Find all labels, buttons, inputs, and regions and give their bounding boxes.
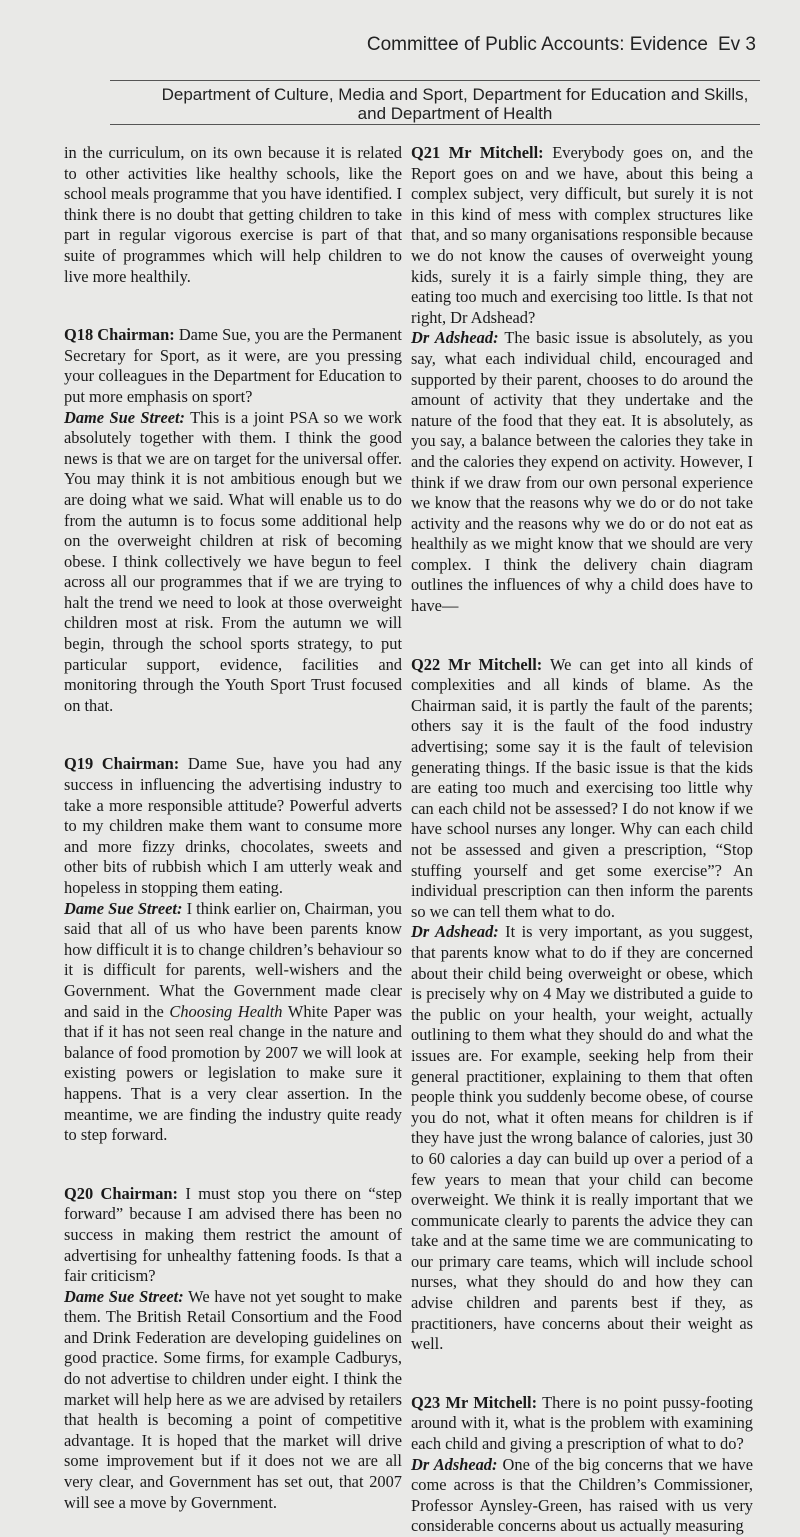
answer-paragraph — [64, 408, 402, 717]
running-title: Committee of Public Accounts: Evidence — [366, 34, 708, 55]
paragraph-text: The basic issue is absolutely, as you say, what each individual child, encouraged and supported by their parent, chooses to do around the amount of activity that they undertake and the nature of the food that they eat. It is absolutely, as you say, a balance between the calories they take in and the calories they expend on activity. However, I think if we draw from our own personal experience we know that the reasons why we do or do not take activity and the reasons why we do or do not eat as healthily as we might know that we should are very complex. I think the delivery chain diagram outlines the influences of why a child does have to have— — [411, 328, 753, 616]
speaker-label: Dame Sue Street: — [64, 407, 186, 427]
paragraph-text: I must stop you there on “step forward” because I am advised there has been no success in making them restrict the amount of advertising for unhealthy fattening foods. Is that a fair criticism? — [64, 1183, 402, 1286]
question-paragraph — [64, 1184, 402, 1287]
speaker-label: Q22 Mr Mitchell: — [411, 654, 543, 674]
speaker-label: Q19 Chairman: — [64, 754, 180, 774]
paragraph-text: One of the big concerns that we have come across is that the Children’s Commissioner, Professor Aynsley-Green, has raised with us very considerable concerns about us actually measuring — [411, 1454, 753, 1536]
paragraph-text: White Paper was that if it has not seen real change in the nature and balance of food promotion by 2007 we will look at existing powers or legislation to make sure it happens. That is a very clear assertion. In the meantime, we are finding the industry quite ready to step forward. — [64, 1001, 402, 1145]
speaker-label: Dr Adshead: — [411, 922, 499, 942]
paragraph-text: We have not yet sought to make them. The British Retail Consortium and the Food and Drink Federation are developing guidelines on good practice. Some firms, for example Cadburys, do not advertise to children under eight. I think the market will help here as we are advised by retailers that health is becoming a point of competitive advantage. It is hoped that the market will drive some improvement but if it does not we are all very clear, and Government has set out, that 2007 will see a move by Government. — [64, 1286, 402, 1512]
speaker-label: Q21 Mr Mitchell: — [411, 143, 544, 162]
speaker-label: Q23 Mr Mitchell: — [411, 1392, 538, 1412]
paragraph-text: We can get into all kinds of complexities and all kinds of blame. As the Chairman said, it is partly the fault of the parents; others say it is the fault of the food industry advertising; some say it is the fault of television generating things. If the basic issue is that the kids are eating too much and exercising too little why can each child not be assessed? I do not know if we have school nurses any longer. Why can each child not be assessed and given a prescription, “Stop stuffing yourself and get some exercise”? An individual prescription can then inform the parents so we can tell them what to do. — [411, 654, 754, 921]
paragraph-text: Everybody goes on, and the Report goes on and we have, about this being a complex subject, very difficult, but surely it is not in this kind of mess with complex structures like that, and so many organisations responsible because we do not know the causes of overweight young kids, surely it is a fairly simple thing, they are eating too much and exercising too little. Is that not right, Dr Adshead? — [411, 143, 754, 327]
paragraph-text: It is very important, as you suggest, that parents know what to do if they are concerned about their child being overweight or obese, which is precisely why on 4 May we distributed a guide to the public on your health, your weight, actually outlining to them what they should do and what the issues are. For example, seeking help from their general practitioner, explaining to them that often people think you suddenly become obese, of course you do not, what it often means for children is if they have just the wrong balance of calories, just 30 to 60 calories a day can build up over a period of a few years to mean that your child can become overweight. We think it is really important that we communicate clearly to parents the advice they can take and at the same time we are communicating to our primary care teams, which will include school nurses, what they should do and how they can advise children and parents best if they, as practitioners, have concerns about their weight as well. — [411, 922, 753, 1354]
question-paragraph — [64, 754, 402, 898]
page-number: Ev 3 — [717, 34, 756, 55]
paragraph-text: This is a joint PSA so we work absolutely together with them. I think the good news is that we are on target for the universal offer. You may think it is not ambitious enough but we are doing what we said. What will enable us to do from the autumn is to focus some additional help on the overweight children at risk of becoming obese. I think collectively we have begun to feel across all our programmes that if we are trying to halt the trend we need to look at those overweight children most at risk. From the autumn we will begin, through the school sports strategy, to put particular support, evidence, facilities and monitoring through the Youth Sport Trust focused on that. — [64, 407, 402, 715]
speaker-label: Dame Sue Street: — [64, 898, 183, 918]
answer-paragraph — [411, 922, 753, 1354]
white-paper-title: Choosing Health — [169, 1001, 283, 1021]
answer-paragraph — [411, 328, 753, 616]
department-line-1: Department of Culture, Media and Sport, Department for Education and Skills, — [161, 85, 749, 104]
paragraph — [64, 143, 402, 287]
paragraph-text: Dame Sue, have you had any success in influencing the advertising industry to take a more responsible attitude? Powerful adverts to my children make them want to consume more and more fizzy drinks, chocolates, sweets and other bits of rubbish which I am utterly weak and hopeless in stopping them eating. — [64, 754, 403, 897]
speaker-label: Dame Sue Street: — [64, 1286, 184, 1306]
department-heading — [150, 85, 760, 123]
paragraph-text: Dame Sue, you are the Permanent Secretary for Sport, as it were, are you pressing your colleagues in the Department for Education to put more emphasis on sport? — [64, 325, 402, 406]
department-line-2: and Department of Health — [357, 104, 553, 123]
speaker-label: Dr Adshead: — [411, 328, 499, 348]
question-paragraph — [411, 655, 753, 923]
running-header — [367, 34, 756, 56]
paragraph-text: in the curriculum, on its own because it is related to other activities like healthy schools, like the school meals programme that you have identified. I think there is no doubt that getting children to take part in regular vigorous exercise is part of that suite of programmes which will help children to live more healthily. — [64, 143, 402, 286]
right-column — [411, 143, 753, 1537]
question-paragraph — [64, 325, 402, 407]
speaker-label: Q18 Chairman: — [64, 325, 175, 345]
answer-paragraph — [64, 899, 402, 1146]
speaker-label: Q20 Chairman: — [64, 1183, 178, 1203]
question-paragraph — [411, 143, 753, 328]
paragraph-text: I think earlier on, Chairman, you said that all of us who have been parents know how difficult it is to change children’s behaviour so it is difficult for parents, well-wishers and the Government. What the Government made clear and said in the — [64, 898, 402, 1021]
header-rule-bottom — [110, 124, 760, 125]
speaker-label: Dr Adshead: — [411, 1454, 498, 1474]
paragraph-text: There is no point pussy-footing around with it, what is the problem with examining each child and giving a prescription of what to do? — [411, 1392, 753, 1454]
header-rule-top — [110, 80, 760, 81]
answer-paragraph — [64, 1287, 402, 1514]
answer-paragraph — [411, 1455, 753, 1537]
question-paragraph — [411, 1393, 753, 1455]
left-column — [64, 143, 402, 1513]
